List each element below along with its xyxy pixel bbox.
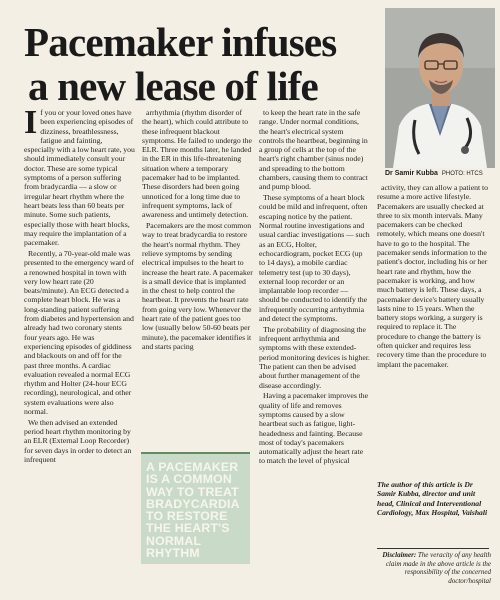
paragraph: to keep the heart rate in the safe range. Under normal conditions, the heart's electrical system controls the heartbeat, beginning in a group of cells at the top of the heart's right chamber (sinus node) and spreading to the bottom chambers, causing them to contract and pump blood. bbox=[259, 108, 368, 192]
disclaimer-text: The veracity of any health claim made in the above article is the responsibility of the concerned doctor/hospital bbox=[385, 551, 491, 585]
headline bbox=[24, 20, 384, 108]
headline-line-1: Pacemaker infuses bbox=[24, 19, 337, 65]
paragraph: activity, they can allow a patient to resume a more active lifestyle. Pacemakers are usually checked at three to six month intervals. Many pacemakers can be checked remotely, which means one doesn't have to go to the hospital. The pacemaker sends information to the patient's doctor, including his or her heart rate and rhythm, how the pacemaker is working, and how much battery is left. These days, a pacemaker device's battery usually lasts nine to 15 years. When the battery stops working, a surgery is required to replace it. The procedure to change the battery is often quicker and requires less recovery time than the procedure to implant the pacemaker. bbox=[377, 183, 488, 369]
paragraph: The probability of diagnosing the infrequent arrhythmia and symptoms with these extended-period monitoring devices is higher. The patient can then be advised about further management of the disease accordingly. bbox=[259, 324, 370, 390]
divider bbox=[377, 548, 489, 549]
column-3 bbox=[259, 108, 370, 467]
paragraph: Having a pacemaker improves the quality of life and removes symptoms caused by a slow heartbeat such as fatigue, light-headedness and fainting. Because most of today's pacemakers automatically adjust the heart rate to match the level of physical bbox=[259, 391, 369, 466]
column-2 bbox=[142, 108, 253, 353]
author-photo bbox=[385, 8, 495, 168]
disclaimer-label: Disclaimer: bbox=[382, 551, 417, 559]
caption-name: Dr Samir Kubba bbox=[385, 170, 438, 177]
paragraph: These symptoms of a heart block could be mild and infrequent, often escaping notice by the patient. Normal routine investigations and usual cardiac investigations — such as an ECG, Holter, echocardiogram, pocket ECG (up to 14 days), a mobile cardiac telemetry test (up to 30 days), external loop recorder or an implantable loop recorder — should be conducted to identify the infrequently occurring arrhythmia and detect the symptoms. bbox=[259, 193, 370, 324]
author-note: The author of this article is Dr Samir Kubba, director and unit head, Clinical and Interventional Cardiology, Max Hospital, Vaishali bbox=[377, 480, 488, 518]
caption-credit: PHOTO: HTCS bbox=[441, 171, 483, 177]
column-1 bbox=[24, 104, 135, 466]
disclaimer bbox=[377, 551, 491, 585]
headline-line-2: a new lease of life bbox=[28, 63, 318, 109]
paragraph: arrhythmia (rhythm disorder of the heart), which could attribute to these infrequent blackout symptoms. He failed to undergo the ELR. Three months later, he landed in the ER in this life-threatening situation where a temporary pacemaker had to be implanted. These disorders had been going unnoticed for a long time due to infrequent symptoms, lack of awareness and untimely detection. bbox=[142, 108, 252, 220]
paragraph: Recently, a 70-year-old male was presented to the emergency ward of a renowned hospital in town with very low heart rate (20 beats/minute). An ECG detected a complete heart block. He was a long-standing patient suffering from diabetes and hypertension and already had two coronary stents four years ago. He was experiencing episodes of giddiness and blackouts on and off for the past three months. A cardiac evaluation revealed a normal ECG rhythm and Holter (24-hour ECG recording), neurological, and other system evaluations were also normal. bbox=[24, 248, 134, 416]
paragraph: Pacemakers are the most common way to treat bradycardia to restore the heart's normal rhythm. They relieve symptoms by sending electrical impulses to the heart to increase the heart rate. A pacemaker is a small device that is implanted in the chest to help control the heartbeat. It prevents the heart rate from going very low. Whenever the heart rate of the patient goes too low (usually below 50-60 beats per minute), the pacemaker identifies it and starts pacing bbox=[142, 221, 253, 351]
drop-cap: I bbox=[24, 104, 38, 141]
photo-caption bbox=[385, 170, 497, 177]
pull-quote: A PACEMAKER IS A COMMON WAY TO TREAT BRADYCARDIA TO RESTORE THE HEART'S NORMAL RHYTHM bbox=[141, 452, 250, 564]
column-4 bbox=[377, 183, 488, 370]
paragraph bbox=[24, 104, 135, 248]
doctor-portrait-image bbox=[385, 8, 495, 168]
paragraph: We then advised an extended period heart rhythm monitoring by an ELR (External Loop Recorder) for seven days in order to detect an infrequent bbox=[24, 417, 132, 464]
paragraph-text: f you or your loved ones have been experiencing episodes of dizziness, breathlessness, fatigue and fainting, especially with a low heart rate, you should immediately consult your doctor. These are some typical symptoms of a person suffering from bradycardia — a slow or irregular heart rhythm where the heart beats less than 60 beats per minute. Some such patients, especially those with heart blocks, may require the implantation of a pacemaker. bbox=[24, 108, 135, 248]
